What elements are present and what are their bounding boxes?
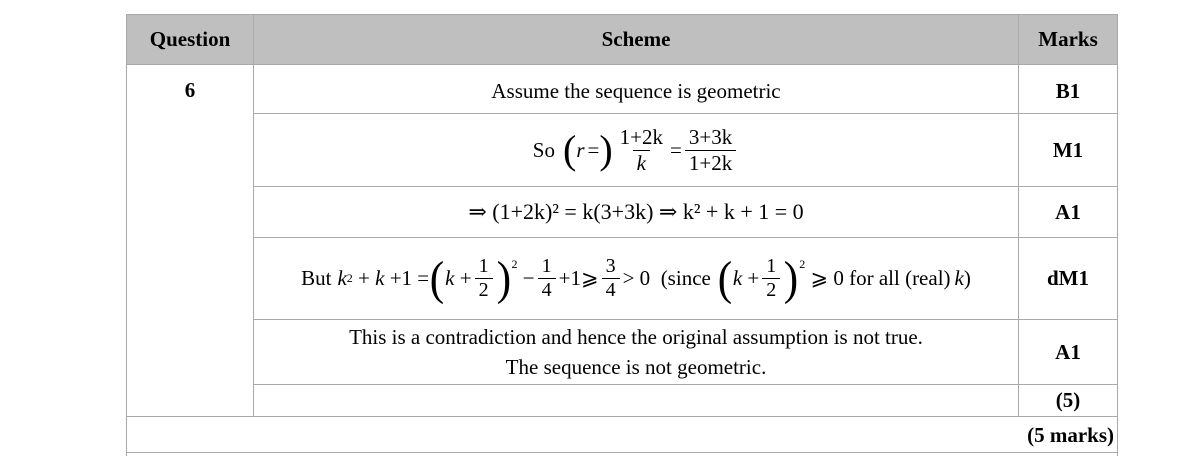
header-marks: Marks (1038, 27, 1098, 52)
completed-square-argument: But k 2 + k +1 = ( k + $\frac{1}{2}$ ) $^2$ − $\frac{1}{4}$ +1⩾ $\frac{3}{4}$ > 0 (since ( k + $\frac{1}{2}$ ) $^2$ ⩾ 0 for all (real) k ) (301, 251, 971, 305)
header-question: Question (149, 27, 231, 52)
mark-row-3: A1 (1055, 199, 1081, 224)
but-label: But (301, 266, 332, 291)
table-border-right (1117, 14, 1118, 456)
fraction-one-denominator: k (633, 150, 650, 175)
mark-row-4: dM1 (1047, 266, 1089, 291)
mark-row-5: A1 (1055, 339, 1081, 364)
header-divider (126, 64, 1118, 65)
scheme-row-6 (254, 385, 1018, 416)
so-label: So (532, 137, 555, 162)
header-scheme: Scheme (601, 27, 671, 52)
r-variable: r (576, 137, 585, 162)
fraction-two-numerator: 3+3k (688, 125, 733, 150)
mark-row-1: B1 (1055, 78, 1081, 103)
scheme-row-4 (254, 238, 1018, 319)
scheme-row-5 (254, 320, 1018, 384)
row-divider (126, 416, 1118, 417)
scheme-row-3: ⇒ (1+2k)² = k(3+3k) ⇒ k² + k + 1 = 0 (468, 199, 804, 225)
conclusion-line-2: The sequence is not geometric. (505, 355, 767, 379)
mark-row-6-subtotal: (5) (1055, 388, 1081, 413)
scheme-row-2: So ( r = ) $\frac{1+2k}{k}$ = $\frac{3+3k}{1+2k}$ (254, 114, 1018, 186)
since-label: (since (660, 266, 711, 291)
total-marks: (5 marks) (1027, 422, 1114, 447)
row-divider (126, 452, 1118, 453)
conclusion-line-1: This is a contradiction and hence the original assumption is not true. (349, 324, 923, 349)
equals-sign: = (587, 137, 600, 162)
fraction-two-denominator: 1+2k (685, 150, 736, 175)
for-all-label: for all (real) (849, 266, 951, 291)
mark-row-2: M1 (1052, 137, 1084, 162)
fraction-two (685, 125, 736, 174)
fraction-one-numerator: 1+2k (619, 125, 664, 150)
fraction-one (616, 125, 667, 174)
scheme-row-1: Assume the sequence is geometric (491, 78, 781, 103)
question-number: 6 (184, 77, 196, 102)
